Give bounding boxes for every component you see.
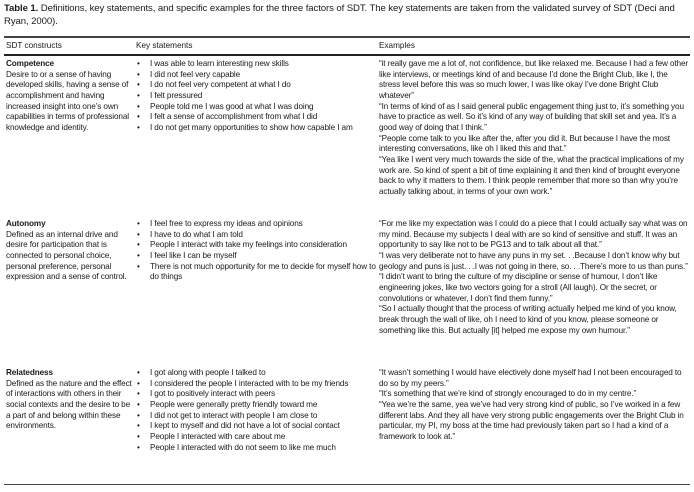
caption-label: Table 1. [4,3,39,14]
statement-list [136,59,376,134]
example-quote: “It wasn’t something I would have electively done myself had I not been encouraged to do so by my peers.” [379,368,682,388]
statement-list [136,219,376,283]
example-quote: “In terms of kind of as I said general public engagement thing just to, it’s something you have to practice as well. So it’s kind of any way of building that skill set and yea. It’s a good way of doing that I think.” [379,101,684,132]
statement-item: • I got to positively interact with peers [136,389,376,400]
statement-item: • I got along with people I talked to [136,368,376,379]
statement-item: • I did not get to interact with people I am close to [136,411,376,422]
statement-item: • People I interact with take my feelings into consideration [136,240,376,251]
statement-item: • People told me I was good at what I was doing [136,102,376,113]
statement-item: • I felt pressured [136,91,376,102]
example-quote: “it really gave me a lot of, not confidence, but like relaxed me. Because I had a few other like interviews, or meetings kind of and because I’d done the Bright Club, like I, the stress level before this was so much lower, I was like okay I’ve done Bright Club whatever” [379,59,689,100]
example-quote: “For me like my expectation was I could do a piece that I could actually say what was on my mind. Because my subjects I deal with are so kind of sensitive and stuff. It was an opportunity to say like not to be PG13 and to talk about all that.” [379,219,688,250]
statements-cell-autonomy [136,219,376,283]
header-key-statements: Key statements [136,41,193,50]
statement-item: • I feel like I can be myself [136,251,376,262]
statement-item: • I do not feel very competent at what I do [136,80,376,91]
statement-item: • I kept to myself and did not have a lot of social contact [136,421,376,432]
construct-cell-competence [6,59,136,134]
statement-item: • There is not much opportunity for me to decide for myself how to do things [136,262,376,283]
statement-list [136,368,376,453]
statement-item: • I was able to learn interesting new skills [136,59,376,70]
construct-cell-autonomy [6,219,136,283]
table-caption [4,3,688,28]
examples-cell-relatedness [379,368,689,443]
construct-title: Relatedness [6,368,53,377]
construct-title: Autonomy [6,219,46,228]
statement-item: • I feel free to express my ideas and opinions [136,219,376,230]
table-bottom-rule [4,484,690,485]
example-quote: “It’s something that we’re kind of strongly encouraged to do in my centre.” [379,389,637,399]
examples-cell-competence [379,59,689,198]
examples-cell-autonomy [379,219,689,336]
header-sdt-constructs: SDT constructs [6,41,62,50]
construct-definition: Defined as the nature and the effect of interactions with others in their social contexts and the desire to be a part of and belong within these environments. [6,378,132,431]
table-top-rule [4,36,690,38]
statement-item: • I considered the people I interacted with to be my friends [136,379,376,390]
example-quote: “Yea we’re the same, yea we’ve had very strong kind of public, so I’ve worked in a few different labs. And they all have very strong public engagements over the Bright Club in particular, my PI, my boss at the time had previously taken part so I had a kind of a framework to look at.” [379,399,684,441]
header-rule [4,54,690,56]
construct-definition: Desire to or a sense of having developed skills, having a sense of accomplishment and having increased insight into one’s own capabilities in terms of professional knowledge and identity. [6,69,129,132]
construct-definition: Defined as an internal drive and desire for participation that is connected to personal choice, personal preference, personal expression and a sense of control. [6,229,127,282]
example-quote: “Yea like I went very much towards the side of the, what the practical implications of my work are. So kind of spent a bit of time explaining it and then kind of brought everyone back to why it matters to them. I think people remember that more so than why you’re actually talking about, in terms of your own work.” [379,154,684,196]
construct-title: Competence [6,59,54,68]
statements-cell-relatedness [136,368,376,453]
statement-item: • I did not feel very capable [136,70,376,81]
statement-item: • People I interacted with care about me [136,432,376,443]
statement-item: • I do not get many opportunities to show how capable I am [136,123,376,134]
statement-item: • I felt a sense of accomplishment from what I did [136,112,376,123]
statement-item: • People I interacted with do not seem to like me much [136,443,376,454]
example-quote: “I was very deliberate not to have any puns in my set. . .Because I don’t know why but geology and puns is just. . .I was not going in there, so. . .There’s more to us than puns.” [379,250,688,271]
statement-item: • People were generally pretty friendly toward me [136,400,376,411]
example-quote: “People come talk to you like after the, after you did it. But because I have the most interesting conversations, like oh I liked this and that.” [379,133,670,154]
example-quote: “I didn’t want to bring the culture of my discipline or sense of humour, I don’t like engineering jokes, like two vectors going for a stroll (All laugh). Or the secret, or convolutions or whatever, I don’t find them funny.” [379,272,658,303]
example-quote: “So I actually thought that the process of writing actually helped me kind of you know, break through the wall of like, oh I need to kind of you know, please someone or something like this. But actually [it] helped me expose my own humour.” [379,304,677,335]
statement-item: • I have to do what I am told [136,230,376,241]
caption-text: Definitions, key statements, and specific examples for the three factors of SDT. The key statements are taken from the validated survey of SDT (Deci and Ryan, 2000). [4,3,675,27]
construct-cell-relatedness [6,368,136,432]
header-examples: Examples [379,41,415,50]
statements-cell-competence [136,59,376,134]
